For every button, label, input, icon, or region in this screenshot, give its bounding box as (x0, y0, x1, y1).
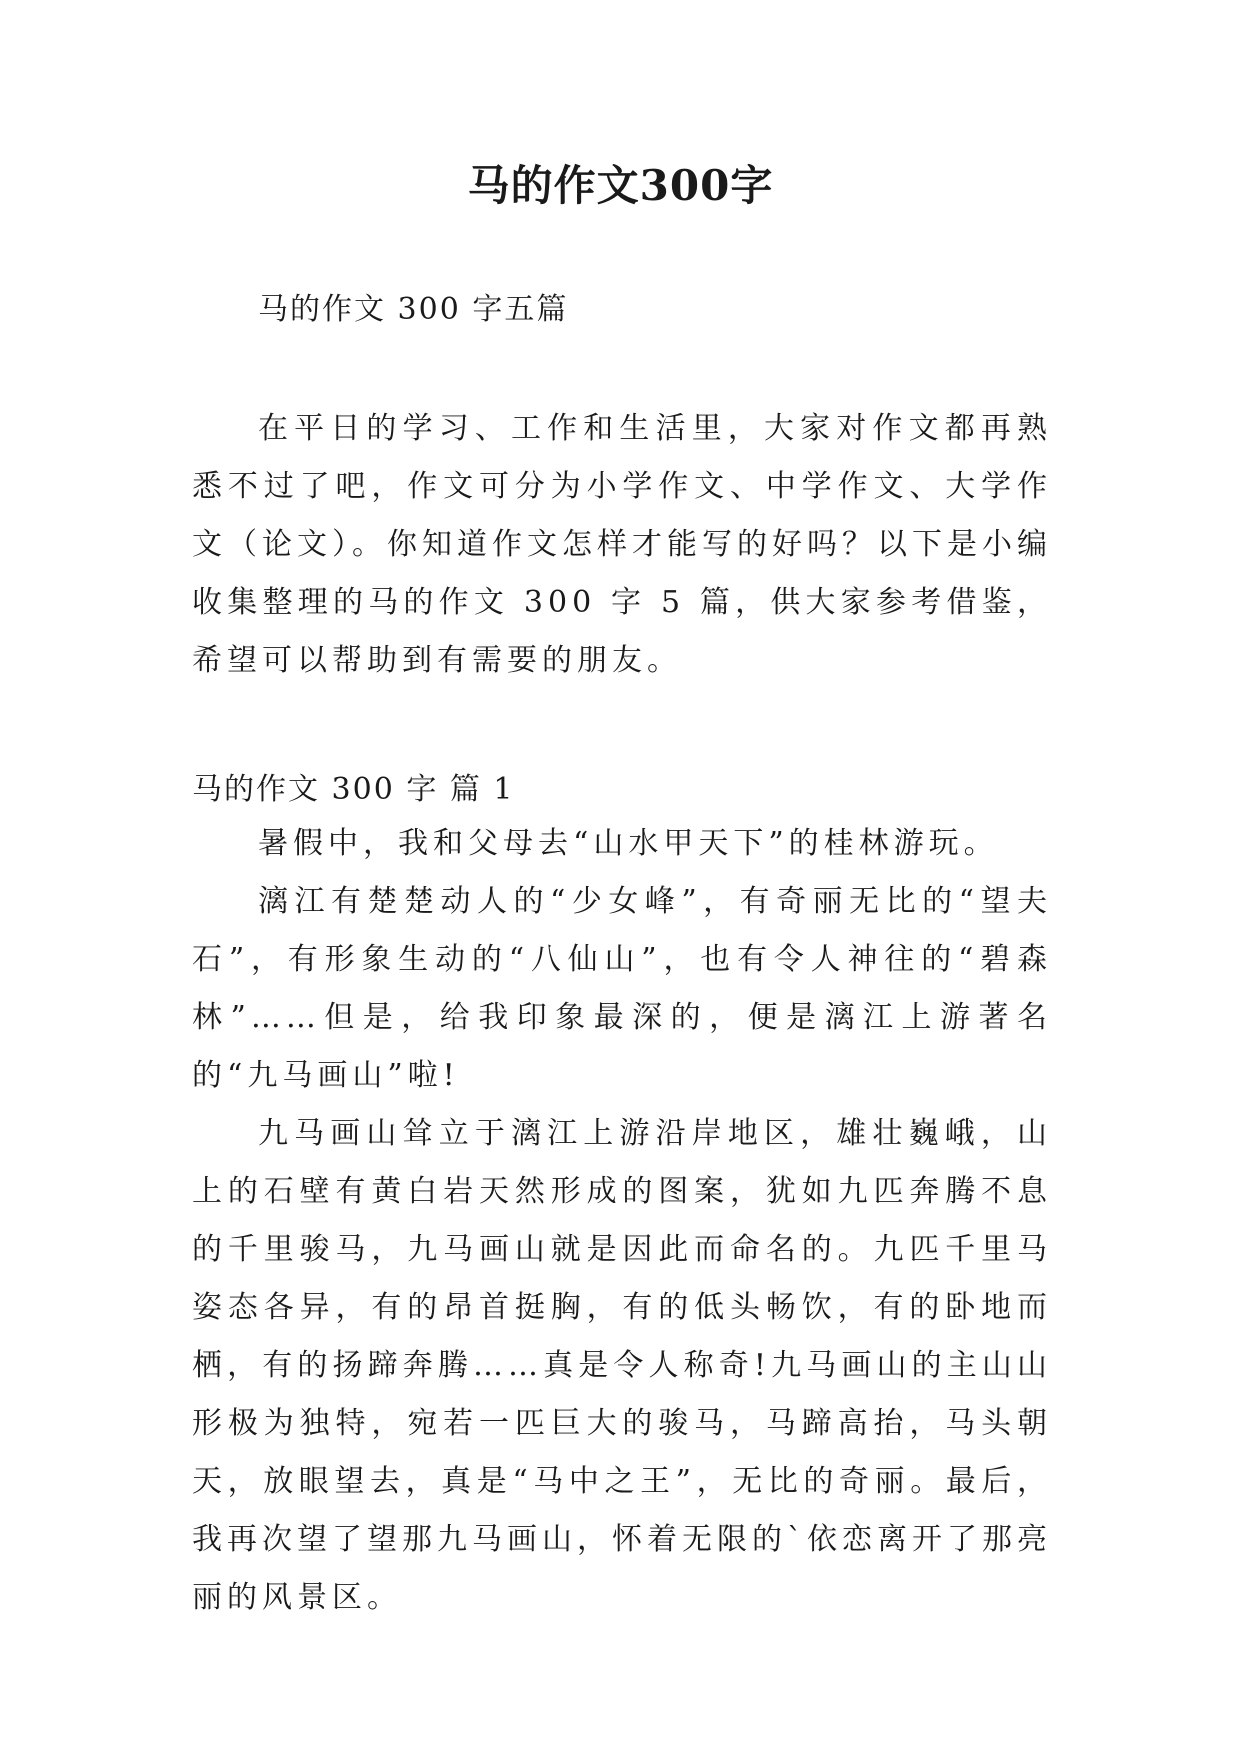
document-subtitle: 马的作文 300 字五篇 (258, 292, 569, 327)
section-heading: 马的作文 300 字 篇 1 (192, 772, 515, 807)
section-paragraph-3: 九马画山耸立于漓江上游沿岸地区，雄壮巍峨，山上的石壁有黄白岩天然形成的图案，犹如九匹奔腾不息的千里骏马，九马画山就是因此而命名的。九匹千里马姿态各异，有的昂首挺胸，有的低头畅饮，有的卧地而栖，有的扬蹄奔腾……真是令人称奇!九马画山的主山山形极为独特，宛若一匹巨大的骏马，马蹄高抬，马头朝天，放眼望去，真是“马中之王”，无比的奇丽。最后，我再次望了望那九马画山，怀着无限的`依恋离开了那亮丽的风景区。 (192, 1116, 1052, 1615)
intro-paragraph: 在平日的学习、工作和生活里，大家对作文都再熟悉不过了吧，作文可分为小学作文、中学作文、大学作文（论文）。你知道作文怎样才能写的好吗？以下是小编收集整理的马的作文 300 字 5 篇，供大家参考借鉴，希望可以帮助到有需要的朋友。 (192, 411, 1052, 678)
section-paragraph-2: 漓江有楚楚动人的“少女峰”，有奇丽无比的“望夫石”，有形象生动的“八仙山”，也有令人神往的“碧森林”……但是，给我印象最深的，便是漓江上游著名的“九马画山”啦! (192, 884, 1052, 1093)
section-paragraph-1: 暑假中，我和父母去“山水甲天下”的桂林游玩。 (258, 826, 999, 861)
document-title: 马的作文300字 (467, 161, 774, 210)
